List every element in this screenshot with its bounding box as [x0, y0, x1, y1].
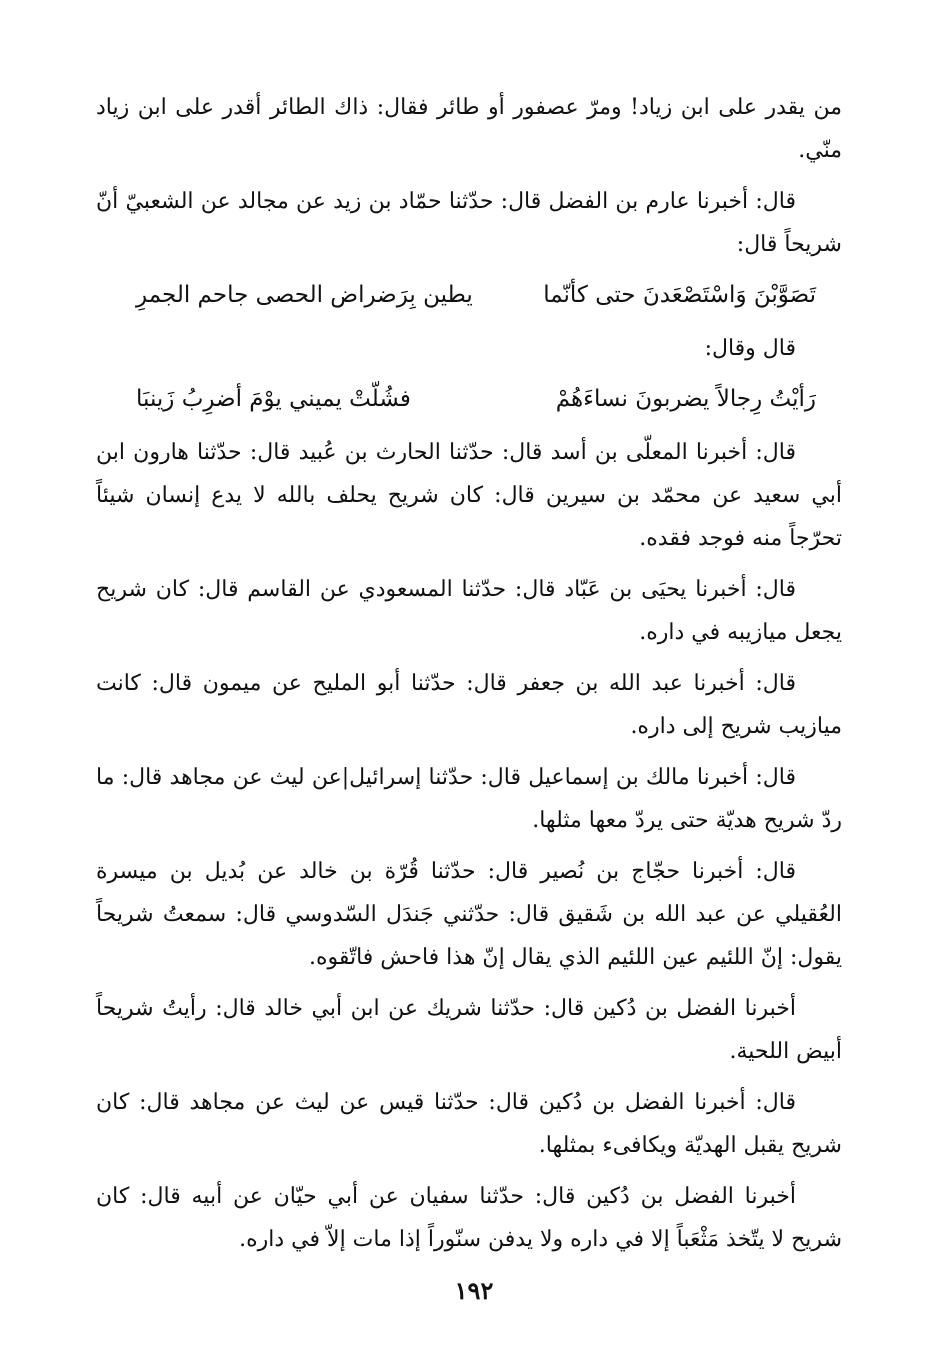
- page-body: [96, 86, 842, 1346]
- paragraph-10: أخبرنا الفضل بن دُكين قال: حدّثنا سفيان عن أبي حيّان عن أبيه قال: كان شريح لا يتّخذ مَثْعَباً إلا في داره ولا يدفن سنّوراً إذا مات إلاّ في داره.: [96, 1184, 842, 1252]
- verse-1-left-hemistich: يطين بِرَضراض الحصى جاحم الجمرِ: [136, 282, 473, 308]
- paragraph-6: قال: أخبرنا مالك بن إسماعيل قال: حدّثنا إسرائيل|عن ليث عن مجاهد قال: ما ردّ شريح هديّة حتى يردّ معها مثلها.: [96, 765, 842, 833]
- paragraph-3: قال: أخبرنا المعلّى بن أسد قال: حدّثنا الحارث بن عُبيد قال: حدّثنا هارون ابن أبي سعيد عن محمّد بن سيرين قال: كان شريح يحلف بالله لا يدع إنسان شيئاً تحرّجاً منه فوجد فقده.: [96, 440, 842, 551]
- verse-2-right-hemistich: رَأيْتُ رِجالاً يضربونَ نساءَهُمْ: [555, 386, 816, 412]
- verse-2: [96, 378, 842, 421]
- paragraph-qal-waqal: قال وقال:: [704, 336, 796, 361]
- paragraph-5: قال: أخبرنا عبد الله بن جعفر قال: حدّثنا أبو المليح عن ميمون قال: كانت ميازيب شريح إلى داره.: [96, 671, 842, 739]
- page-number: ١٩٢: [454, 1276, 494, 1305]
- verse-2-left-hemistich: فشُلّتْ يميني يوْمَ أضرِبُ زَينبَا: [136, 386, 411, 412]
- paragraph-8: أخبرنا الفضل بن دُكين قال: حدّثنا شريك عن ابن أبي خالد قال: رأيتُ شريحاً أبيض اللحية.: [96, 996, 842, 1064]
- paragraph-7: قال: أخبرنا حجّاج بن نُصير قال: حدّثنا قُرّة بن خالد عن بُديل بن ميسرة العُقيلي عن عبد الله بن شَقيق قال: حدّثني جَندَل السّدوسي قال: سمعتُ شريحاً يقول: إنّ اللئيم عين اللئيم الذي يقال إنّ هذا فاحش فاتّقوه.: [96, 859, 842, 970]
- paragraph-1: من يقدر على ابن زياد! ومرّ عصفور أو طائر فقال: ذاك الطائر أقدر على ابن زياد منّي.: [96, 95, 842, 163]
- paragraph-4: قال: أخبرنا يحيَى بن عَبّاد قال: حدّثنا المسعودي عن القاسم قال: كان شريح يجعل ميازيبه في داره.: [96, 577, 842, 645]
- verse-1-right-hemistich: تَصَوَّبْنَ وَاسْتَصْعَدنَ حتى كأنّما: [543, 282, 816, 308]
- paragraph-9: قال: أخبرنا الفضل بن دُكين قال: حدّثنا قيس عن ليث عن مجاهد قال: كان شريح يقبل الهديّة ويكافىء بمثلها.: [96, 1090, 842, 1158]
- paragraph-2: قال: أخبرنا عارم بن الفضل قال: حدّثنا حمّاد بن زيد عن مجالد عن الشعبيّ أنّ شريحاً قال:: [96, 189, 842, 257]
- verse-1: [96, 274, 842, 317]
